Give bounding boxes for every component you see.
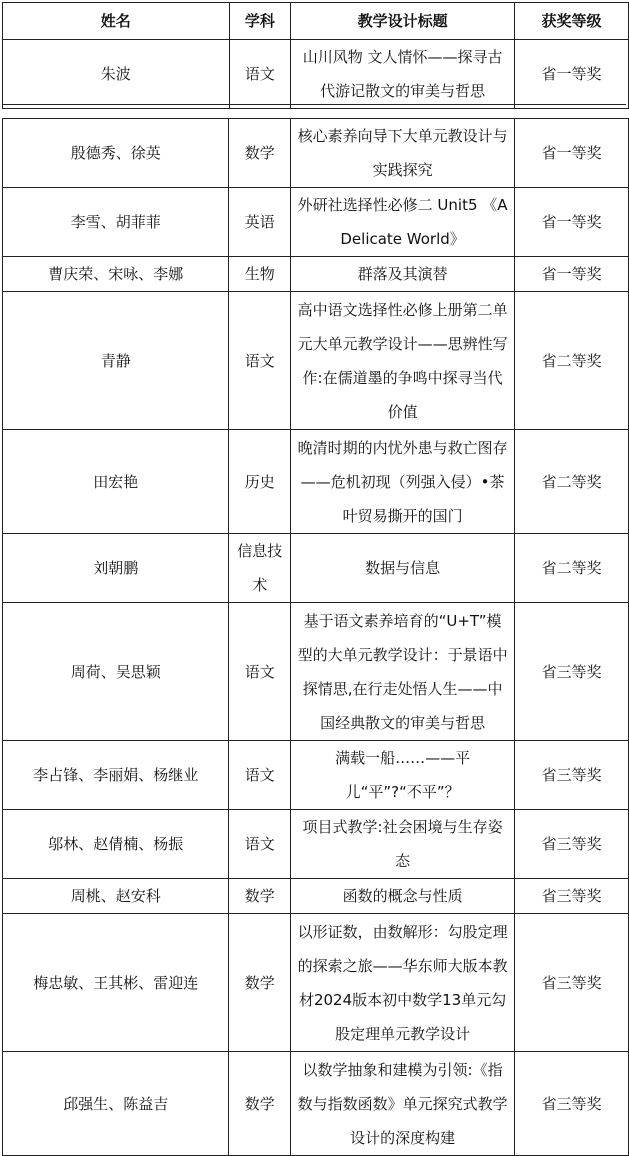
header-title: 教学设计标题: [291, 3, 515, 40]
cell-title: 晚清时期的内忧外患与救亡图存——危机初现（列强入侵）•茶叶贸易撕开的国门: [291, 430, 515, 534]
cell-name: 邱强生、陈益吉: [3, 1052, 229, 1156]
cell-name: 田宏艳: [3, 430, 229, 534]
cell-title: 群落及其演替: [291, 257, 515, 292]
cell-name: 邬林、赵倩楠、杨振: [3, 810, 229, 879]
table-row: [3, 1052, 629, 1156]
cell-award: 省二等奖: [515, 430, 629, 534]
cell-subject: 数学: [229, 879, 291, 914]
cell-name: 梅忠敏、王其彬、雷迎连: [3, 914, 229, 1052]
page-break-divider: [2, 104, 626, 109]
table-header-row: [3, 3, 629, 40]
table-row: [3, 603, 629, 741]
cell-title: 以形证数，由数解形：勾股定理的探索之旅——华东师大版本教材2024版本初中数学13单元勾股定理单元教学设计: [291, 914, 515, 1052]
cell-title: 以数学抽象和建模为引领:《指数与指数函数》单元探究式教学设计的深度构建: [291, 1052, 515, 1156]
cell-title: 满载一船……——平儿“平”?“不平”？: [291, 741, 515, 810]
cell-title: 基于语文素养培育的“U+T”模型的大单元教学设计：于景语中探情思,在行走处悟人生——中国经典散文的审美与哲思: [291, 603, 515, 741]
cell-title: 外研社选择性必修二 Unit5 《A Delicate World》: [291, 188, 515, 257]
cell-subject: 数学: [229, 914, 291, 1052]
table-row: [3, 40, 629, 109]
table-row: [3, 292, 629, 430]
cell-award: 省三等奖: [515, 1052, 629, 1156]
table-row: [3, 257, 629, 292]
table-row: [3, 741, 629, 810]
header-name: 姓名: [3, 3, 230, 40]
cell-subject: 语文: [229, 810, 291, 879]
cell-title: 高中语文选择性必修上册第二单元大单元教学设计——思辨性写作:在儒道墨的争鸣中探寻当代价值: [291, 292, 515, 430]
cell-subject: 语文: [229, 292, 291, 430]
table-row: [3, 119, 629, 188]
cell-subject: 语文: [229, 741, 291, 810]
cell-award: 省三等奖: [515, 914, 629, 1052]
table-row: [3, 914, 629, 1052]
cell-award: 省一等奖: [515, 188, 629, 257]
awards-table-part-1: [2, 2, 629, 109]
cell-subject: 语文: [229, 40, 291, 109]
cell-subject: 信息技术: [229, 534, 291, 603]
cell-title: 函数的概念与性质: [291, 879, 515, 914]
cell-subject: 英语: [229, 188, 291, 257]
table-row: [3, 534, 629, 603]
table-row: [3, 430, 629, 534]
cell-name: 朱波: [3, 40, 230, 109]
cell-name: 青静: [3, 292, 229, 430]
cell-name: 周荷、吴思颖: [3, 603, 229, 741]
cell-award: 省三等奖: [515, 810, 629, 879]
table-row: [3, 879, 629, 914]
cell-award: 省一等奖: [515, 119, 629, 188]
cell-subject: 数学: [229, 119, 291, 188]
cell-subject: 生物: [229, 257, 291, 292]
header-subject: 学科: [229, 3, 291, 40]
awards-table-part-2: [2, 118, 629, 1156]
cell-title: 数据与信息: [291, 534, 515, 603]
cell-name: 周桃、赵安科: [3, 879, 229, 914]
table-row: [3, 188, 629, 257]
cell-award: 省二等奖: [515, 534, 629, 603]
cell-subject: 语文: [229, 603, 291, 741]
cell-title: 项目式教学:社会困境与生存姿态: [291, 810, 515, 879]
cell-name: 殷德秀、徐英: [3, 119, 229, 188]
cell-award: 省一等奖: [515, 257, 629, 292]
cell-award: 省二等奖: [515, 292, 629, 430]
cell-award: 省三等奖: [515, 603, 629, 741]
cell-subject: 历史: [229, 430, 291, 534]
cell-award: 省三等奖: [515, 879, 629, 914]
header-award: 获奖等级: [515, 3, 629, 40]
cell-award: 省三等奖: [515, 741, 629, 810]
cell-title: 山川风物 文人情怀——探寻古代游记散文的审美与哲思: [291, 40, 515, 109]
table-row: [3, 810, 629, 879]
cell-name: 刘朝鹏: [3, 534, 229, 603]
cell-name: 曹庆荣、宋咏、李娜: [3, 257, 229, 292]
cell-subject: 数学: [229, 1052, 291, 1156]
cell-title: 核心素养向导下大单元教设计与实践探究: [291, 119, 515, 188]
cell-award: 省一等奖: [515, 40, 629, 109]
cell-name: 李雪、胡菲菲: [3, 188, 229, 257]
cell-name: 李占锋、李丽娟、杨继业: [3, 741, 229, 810]
